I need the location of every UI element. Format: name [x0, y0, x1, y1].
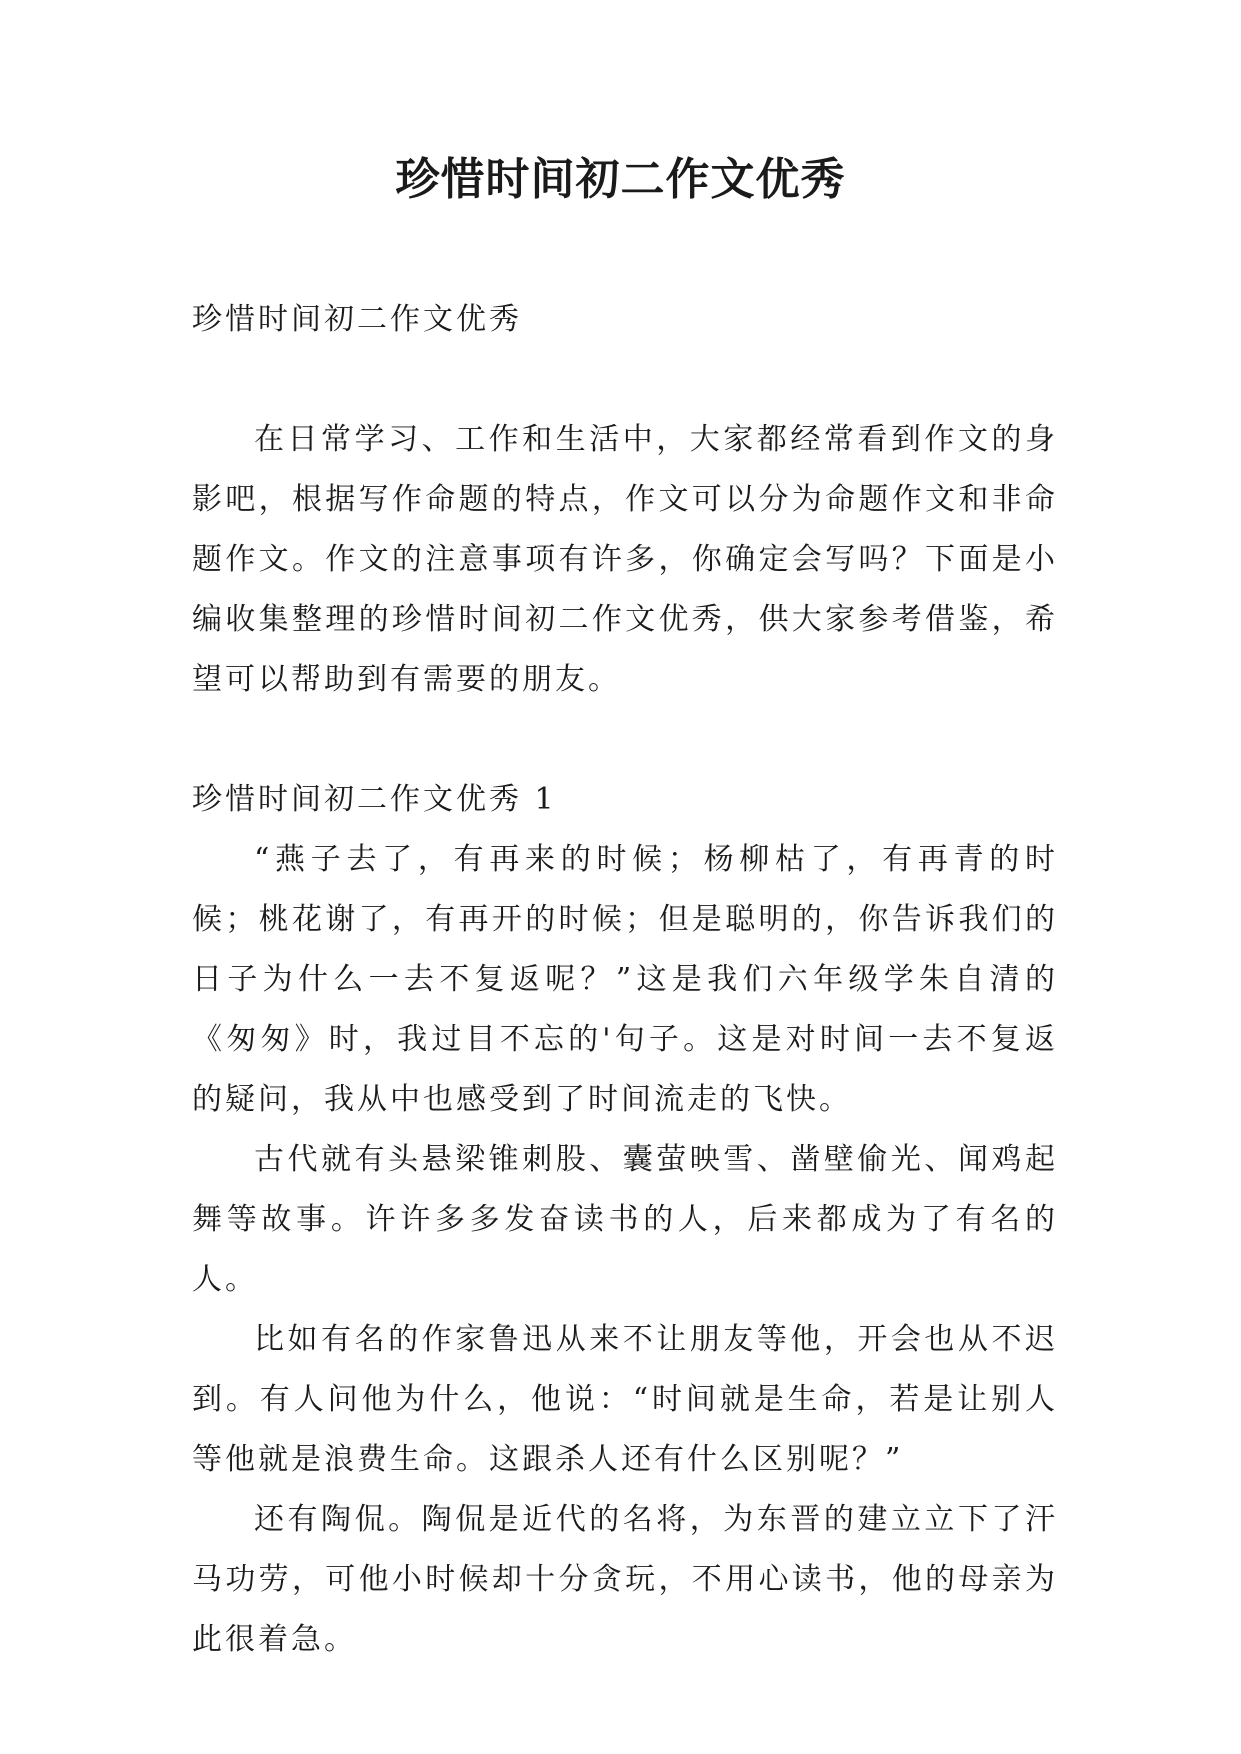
document-body: [192, 290, 1058, 1670]
spacer: [192, 350, 1058, 410]
document-title: 珍惜时间初二作文优秀: [395, 154, 846, 205]
body-paragraph: 还有陶侃。陶侃是近代的名将，为东晋的建立立下了汗马功劳，可他小时候却十分贪玩，不用心读书，他的母亲为此很着急。: [192, 1502, 1058, 1657]
body-paragraph: “燕子去了，有再来的时候；杨柳枯了，有再青的时候；桃花谢了，有再开的时候；但是聪明的，你告诉我们的日子为什么一去不复返呢？”这是我们六年级学朱自清的《匆匆》时，我过目不忘的'句子。这是对时间一去不复返的疑问，我从中也感受到了时间流走的飞快。: [192, 842, 1058, 1117]
document-subtitle: 珍惜时间初二作文优秀: [192, 302, 522, 337]
body-paragraph: 比如有名的作家鲁迅从来不让朋友等他，开会也从不迟到。有人问他为什么，他说：“时间就是生命，若是让别人等他就是浪费生命。这跟杀人还有什么区别呢？”: [192, 1322, 1058, 1477]
intro-paragraph: 在日常学习、工作和生活中，大家都经常看到作文的身影吧，根据写作命题的特点，作文可以分为命题作文和非命题作文。作文的注意事项有许多，你确定会写吗？下面是小编收集整理的珍惜时间初二作文优秀，供大家参考借鉴，希望可以帮助到有需要的朋友。: [192, 422, 1058, 697]
section-heading: 珍惜时间初二作文优秀 1: [192, 782, 557, 817]
spacer: [192, 710, 1058, 770]
body-paragraph: 古代就有头悬梁锥刺股、囊萤映雪、凿壁偷光、闻鸡起舞等故事。许许多多发奋读书的人，后来都成为了有名的人。: [192, 1142, 1058, 1297]
